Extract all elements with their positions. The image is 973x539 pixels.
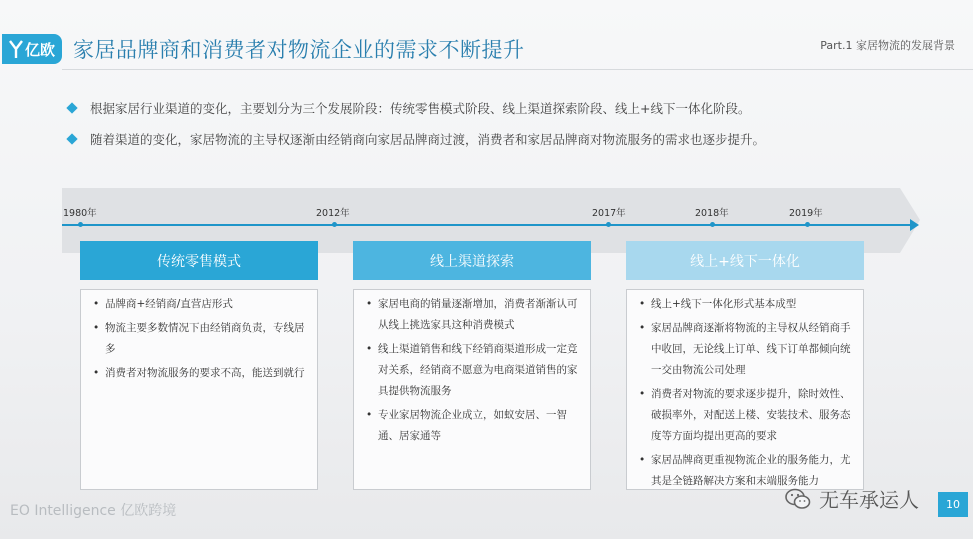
list-item-text: 线上+线下一体化形式基本成型	[651, 298, 797, 310]
arrow-head-icon	[910, 219, 919, 231]
year-label: 2012年	[316, 208, 350, 219]
list-item-text: 品牌商+经销商/直营店形式	[105, 298, 233, 310]
year-label: 2019年	[789, 208, 823, 219]
stage-title: 线上+线下一体化	[626, 241, 864, 280]
bullet-text: 随着渠道的变化，家居物流的主导权逐渐由经销商向家居品牌商过渡，消费者和家居品牌商对物流服务的需求也逐步提升。	[90, 131, 766, 147]
logo-icon	[9, 39, 23, 59]
list-item-text: 家居品牌商逐渐将物流的主导权从经销商手中收回，无论线上订单、线下订单都倾向统一交由物流公司处理	[651, 322, 851, 376]
timeline-dot	[606, 222, 611, 227]
stage-title: 传统零售模式	[80, 241, 318, 280]
page-title: 家居品牌商和消费者对物流企业的需求不断提升	[73, 38, 525, 62]
watermark: EO Intelligence 亿欧跨境	[10, 503, 177, 519]
list-item: • 家居品牌商更重视物流企业的服务能力，尤其是全链路解决方案和末端服务能力	[639, 450, 855, 492]
wechat-icon	[785, 487, 811, 511]
list-item: • 消费者对物流服务的要求不高，能送到就行	[93, 363, 309, 384]
timeline-dot	[710, 222, 715, 227]
list-item-text: 线上渠道销售和线下经销商渠道形成一定竞对关系，经销商不愿意为电商渠道销售的家具提供物流服务	[378, 343, 578, 397]
timeline-axis	[62, 224, 914, 226]
bullet-item	[68, 123, 765, 154]
stage-card	[80, 289, 318, 490]
logo-text: 亿欧	[24, 40, 55, 59]
wechat-label: 无车承运人	[819, 488, 919, 512]
stage-card	[626, 289, 864, 490]
timeline-dot	[805, 222, 810, 227]
list-item: • 物流主要多数情况下由经销商负责，专线居多	[93, 318, 309, 360]
list-item-text: 消费者对物流的要求逐步提升，除时效性、破损率外，对配送上楼、安装技术、服务态度等方面均提出更高的要求	[651, 388, 851, 442]
diamond-icon	[66, 102, 77, 113]
list-item: • 专业家居物流企业成立，如蚁安居、一智通、居家通等	[366, 405, 582, 447]
list-item: • 线上+线下一体化形式基本成型	[639, 294, 855, 315]
stage-card	[353, 289, 591, 490]
list-item: • 消费者对物流的要求逐步提升，除时效性、破损率外，对配送上楼、安装技术、服务态度等方面均提出更高的要求	[639, 384, 855, 447]
page-number: 10	[938, 492, 968, 517]
year-label: 1980年	[63, 208, 97, 219]
diamond-icon	[66, 133, 77, 144]
logo	[2, 34, 62, 64]
section-label: Part.1 家居物流的发展背景	[820, 39, 955, 52]
year-label: 2018年	[695, 208, 729, 219]
bullet-text: 根据家居行业渠道的变化，主要划分为三个发展阶段：传统零售模式阶段、线上渠道探索阶段、线上+线下一体化阶段。	[90, 100, 751, 116]
list-item: • 品牌商+经销商/直营店形式	[93, 294, 309, 315]
list-item-text: 家居电商的销量逐渐增加，消费者渐渐认可从线上挑选家具这种消费模式	[378, 298, 578, 331]
list-item-text: 专业家居物流企业成立，如蚁安居、一智通、居家通等	[378, 409, 567, 442]
list-item: • 家居电商的销量逐渐增加，消费者渐渐认可从线上挑选家具这种消费模式	[366, 294, 582, 336]
list-item-text: 家居品牌商更重视物流企业的服务能力，尤其是全链路解决方案和末端服务能力	[651, 454, 851, 487]
list-item: • 家居品牌商逐渐将物流的主导权从经销商手中收回，无论线上订单、线下订单都倾向统一交由物流公司处理	[639, 318, 855, 381]
bullet-item	[68, 92, 765, 123]
stage-title: 线上渠道探索	[353, 241, 591, 280]
timeline-dot	[78, 222, 83, 227]
bullet-list	[68, 92, 765, 154]
timeline-dot	[332, 222, 337, 227]
year-label: 2017年	[592, 208, 626, 219]
list-item-text: 物流主要多数情况下由经销商负责，专线居多	[105, 322, 305, 355]
wechat-watermark	[785, 484, 919, 513]
list-item: • 线上渠道销售和线下经销商渠道形成一定竞对关系，经销商不愿意为电商渠道销售的家具提供物流服务	[366, 339, 582, 402]
header-divider	[62, 69, 973, 70]
list-item-text: 消费者对物流服务的要求不高，能送到就行	[105, 367, 305, 379]
